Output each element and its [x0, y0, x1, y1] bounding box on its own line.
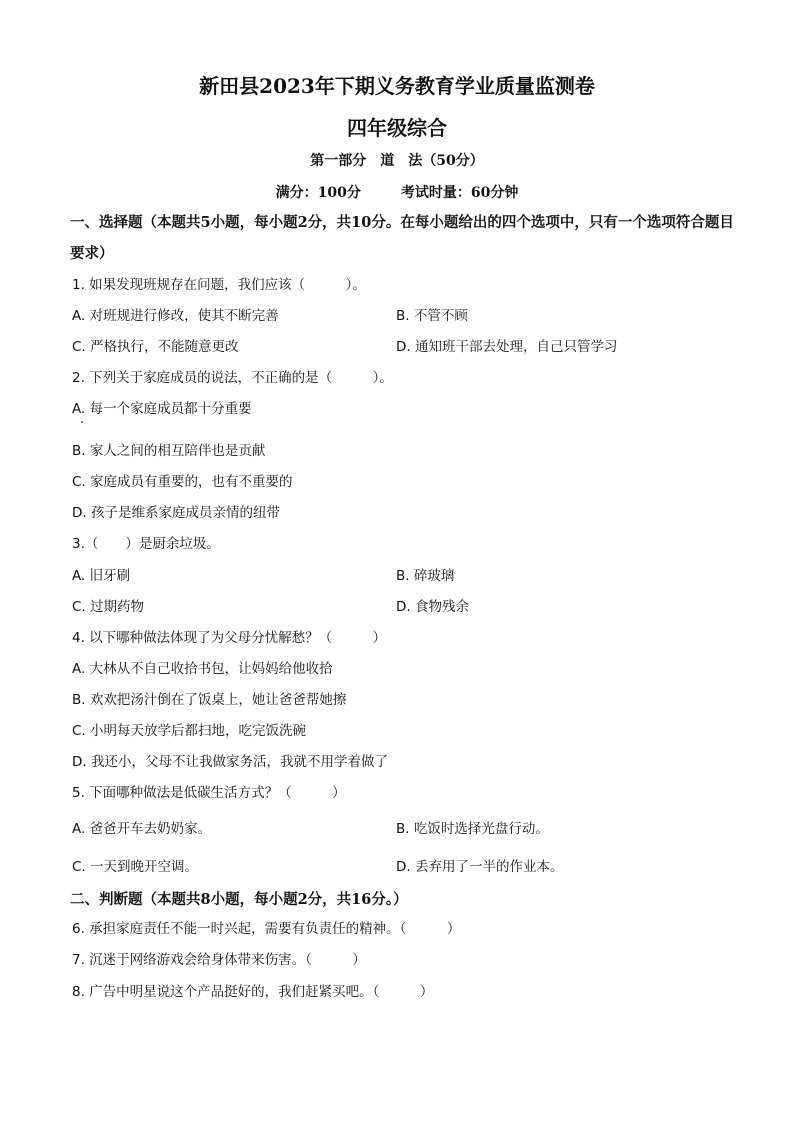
section-heading-judgement: 二、判断题（本题共8小题，每小题2分，共16分。） [70, 891, 408, 908]
question-1-stem: 1. 如果发现班规存在问题，我们应该（ ）。 [72, 277, 366, 293]
exam-title: 新田县2023年下期义务教育学业质量监测卷 [199, 74, 595, 98]
question-5-option-a: A. 爸爸开车去奶奶家。 [72, 821, 212, 837]
question-1-option-d: D. 通知班干部去处理，自己只管学习 [396, 339, 618, 355]
question-4-stem: 4. 以下哪种做法体现了为父母分忧解愁？（ ） [72, 630, 387, 646]
question-3-option-a: A. 旧牙刷 [72, 568, 131, 584]
question-4-option-a: A. 大林从不自己收拾书包，让妈妈给他收拾 [72, 661, 333, 677]
section-heading-choice: 一、选择题（本题共5小题，每小题2分，共10分。在每小题给出的四个选项中，只有一个选项符合题目要求） [70, 214, 734, 262]
question-3-option-d: D. 食物残余 [396, 599, 469, 615]
question-7-stem: 7. 沉迷于网络游戏会给身体带来伤害。（ ） [72, 952, 366, 968]
question-2-option-a: A. 每一个家庭成员都十分重要 [72, 401, 252, 417]
question-5-option-b: B. 吃饭时选择光盘行动。 [396, 821, 549, 837]
question-1-option-b: B. 不管不顾 [396, 308, 468, 324]
question-8-stem: 8. 广告中明星说这个产品挺好的，我们赶紧买吧。（ ） [72, 984, 434, 1000]
question-2-option-c: C. 家庭成员有重要的，也有不重要的 [72, 474, 293, 490]
question-4-option-d: D. 我还小，父母不让我做家务活，我就不用学着做了 [72, 754, 388, 770]
question-3-stem: 3.（ ）是厨余垃圾。 [72, 536, 220, 552]
question-5-stem: 5. 下面哪种做法是低碳生活方式？（ ） [72, 785, 346, 801]
question-3-option-b: B. 碎玻璃 [396, 568, 455, 584]
exam-duration: 考试时量：60分钟 [400, 185, 519, 201]
question-2-option-d: D. 孩子是维系家庭成员亲情的纽带 [72, 505, 280, 521]
exam-meta [0, 182, 794, 202]
exam-subtitle: 四年级综合 [347, 116, 447, 140]
question-2-stem: 2. 下列关于家庭成员的说法，不正确的是（ ）。 [72, 370, 393, 386]
part-heading: 第一部分 道 法（50分） [310, 153, 484, 169]
question-4-option-b: B. 欢欢把汤汁倒在了饭桌上，她让爸爸帮她擦 [72, 692, 347, 708]
full-score: 满分：100分 [275, 185, 361, 201]
question-5-option-c: C. 一天到晚开空调。 [72, 859, 199, 875]
question-5-option-d: D. 丢弃用了一半的作业本。 [396, 859, 564, 875]
question-1-option-a: A. 对班规进行修改，使其不断完善 [72, 308, 279, 324]
question-1-option-c: C. 严格执行，不能随意更改 [72, 339, 239, 355]
question-4-option-c: C. 小明每天放学后都扫地，吃完饭洗碗 [72, 723, 307, 739]
question-2-option-b: B. 家人之间的相互陪伴也是贡献 [72, 443, 266, 459]
question-6-stem: 6. 承担家庭责任不能一时兴起，需要有负责任的精神。（ ） [72, 921, 461, 937]
question-3-option-c: C. 过期药物 [72, 599, 145, 615]
stray-dot [81, 421, 83, 423]
